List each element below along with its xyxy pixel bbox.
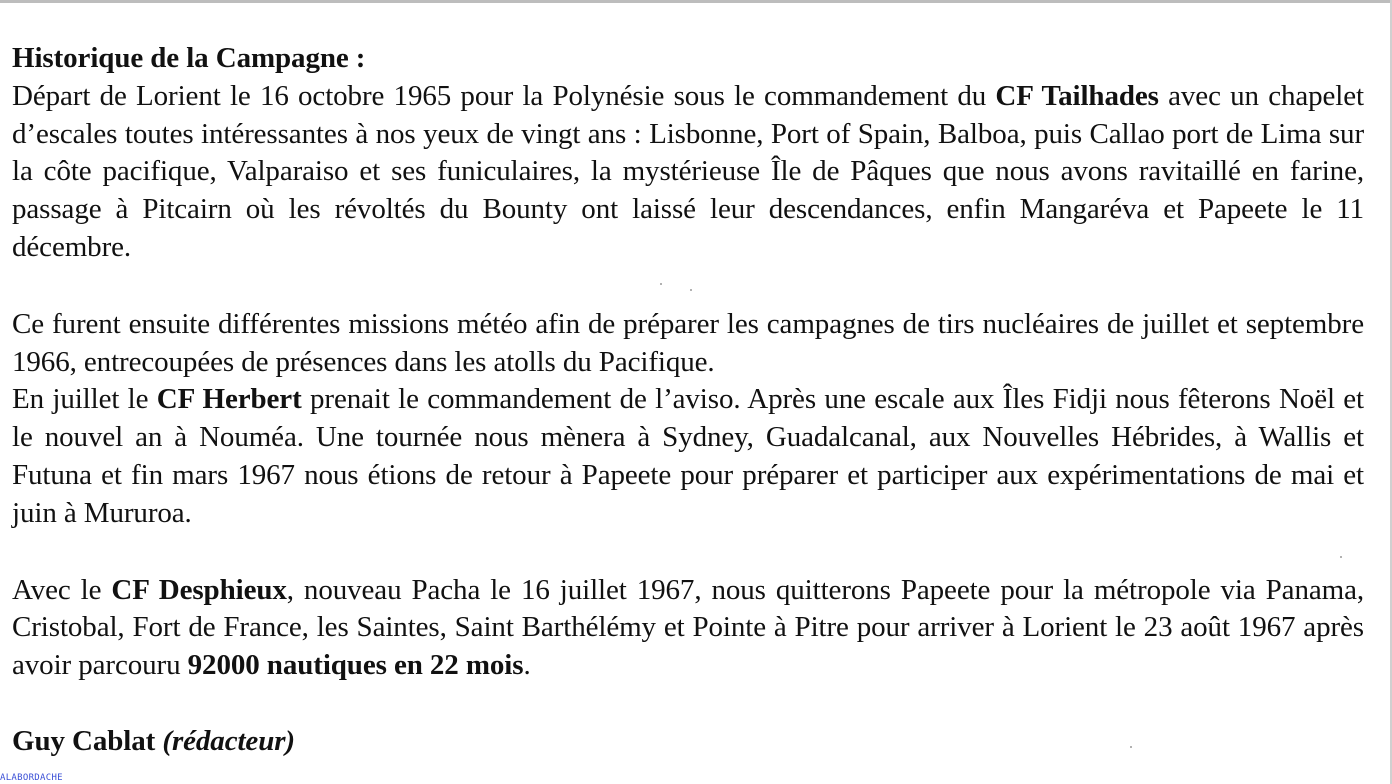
- section-heading: Historique de la Campagne :: [12, 42, 366, 74]
- document-body: [12, 40, 1364, 761]
- watermark-text: ALABORDACHE: [0, 773, 63, 783]
- scan-speck: [1130, 746, 1132, 748]
- author-role: (rédacteur): [162, 724, 295, 757]
- paragraph-tour: [12, 381, 1364, 532]
- commander-name: CF Herbert: [156, 383, 302, 416]
- paragraph-gap: [12, 685, 1364, 723]
- paragraph-return: [12, 572, 1364, 685]
- commander-name: CF Desphieux: [111, 573, 287, 606]
- scan-speck: [660, 283, 662, 285]
- paragraph-gap: [12, 267, 1364, 306]
- commander-name: CF Tailhades: [995, 79, 1159, 112]
- text-span: En juillet le: [12, 383, 157, 416]
- text-span: .: [523, 649, 531, 682]
- distance-total: 92000 nautiques en 22 mois: [187, 649, 524, 682]
- signature: [12, 723, 1364, 761]
- text-span: avec un chapelet d’escales toutes intéressantes à nos yeux de vingt ans : Lisbonne, Port of Spain, Balboa, puis Callao port de Lima sur la côte pacifique, Valparaiso et ses funiculaires, la mystérieuse Île de Pâques que nous avons ravitaillé en farine, passage à Pitcairn où les révoltés du Bounty ont laissé leur descendances, enfin Mangaréva et Papeete le 11 décembre.: [12, 79, 1364, 263]
- scan-speck: [1340, 556, 1342, 558]
- paragraph-missions: [12, 306, 1364, 382]
- text-span: , nouveau Pacha le 16 juillet 1967, nous quitterons Papeete pour la métropole via Panama, Cristobal, Fort de France, les Saintes, Saint Barthélémy et Pointe à Pitre pour arriver à Lorient le 23 août 1967 après avoir parcouru: [12, 573, 1364, 682]
- paragraph-gap: [12, 533, 1364, 572]
- text-span: Départ de Lorient le 16 octobre 1965 pour la Polynésie sous le commandement du: [12, 79, 996, 112]
- text-span: Ce furent ensuite différentes missions météo afin de préparer les campagnes de tirs nucléaires de juillet et septembre 1966, entrecoupées de présences dans les atolls du Pacifique.: [12, 307, 1364, 378]
- author-name: Guy Cablat: [12, 724, 156, 757]
- scan-top-edge: [0, 0, 1392, 3]
- text-span: Avec le: [12, 573, 112, 606]
- text-span: prenait le commandement de l’aviso. Après une escale aux Îles Fidji nous fêterons Noël et le nouvel an à Nouméa. Une tournée nous mènera à Sydney, Guadalcanal, aux Nouvelles Hébrides, à Wallis et Futuna et fin mars 1967 nous étions de retour à Papeete pour préparer et participer aux expérimentations de mai et juin à Mururoa.: [12, 383, 1364, 529]
- paragraph-departure: [12, 78, 1364, 267]
- scan-speck: [690, 289, 692, 291]
